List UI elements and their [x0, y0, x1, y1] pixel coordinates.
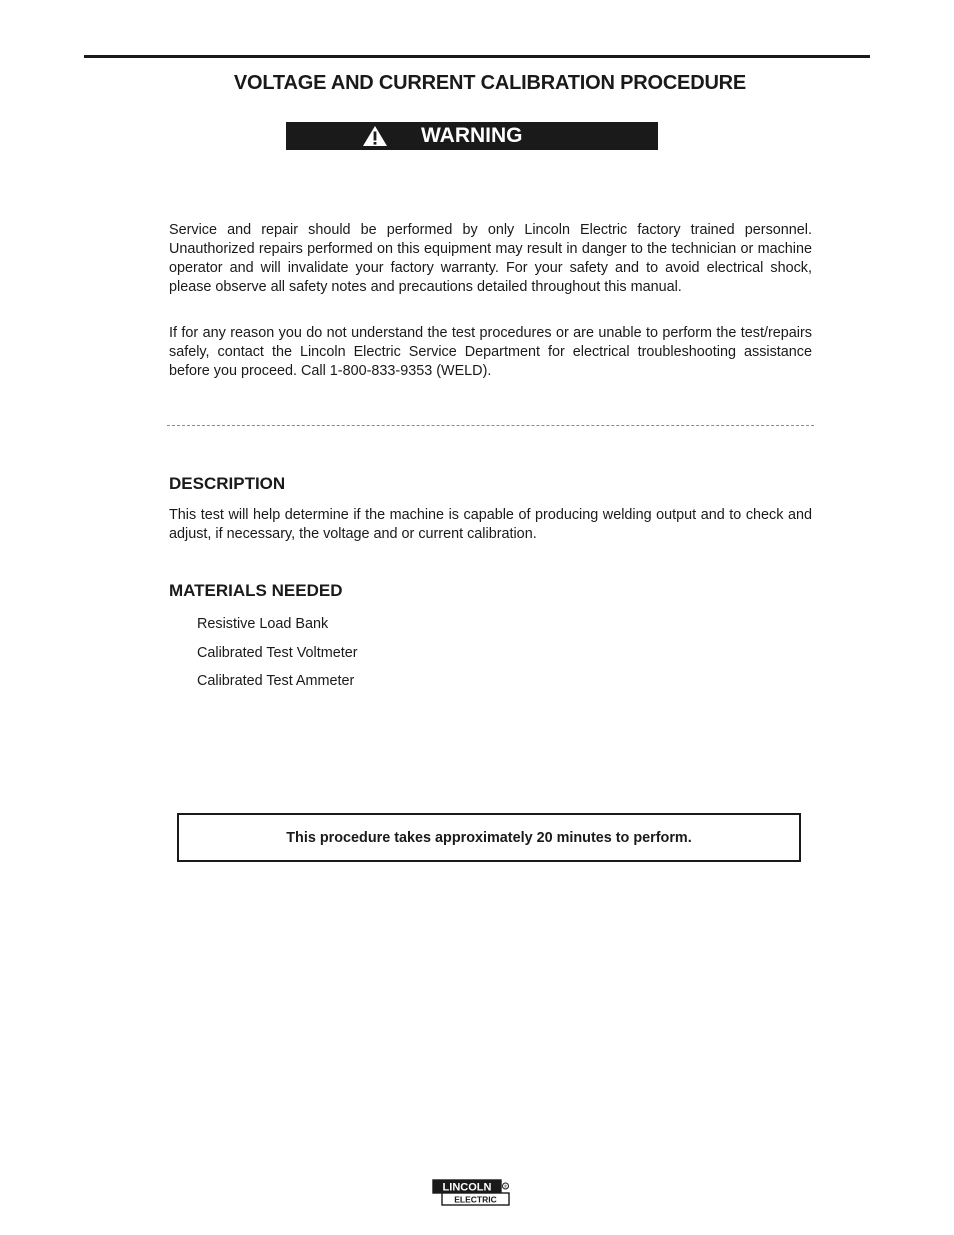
list-item: Resistive Load Bank [197, 616, 329, 632]
top-rule [84, 55, 870, 58]
section-divider [167, 425, 814, 426]
materials-heading: MATERIALS NEEDED [169, 581, 343, 600]
materials-list [197, 615, 358, 701]
svg-text:®: ® [503, 1184, 508, 1189]
list-item: Calibrated Test Voltmeter [197, 644, 358, 661]
svg-text:ELECTRIC: ELECTRIC [454, 1194, 497, 1205]
warning-paragraph-2: If for any reason you do not understand the test procedures or are unable to perform the test/repairs safely, contact the Lincoln Electric Service Department for electrical troubleshooting assistance before you proceed. Call 1-800-833-9353 (WELD). [169, 325, 812, 379]
time-note-text: This procedure takes approximately 20 minutes to perform. [286, 829, 692, 846]
description-text: This test will help determine if the machine is capable of producing welding output and to check and adjust, if necessary, the voltage and or current calibration. [169, 507, 812, 542]
list-item: Calibrated Test Ammeter [197, 673, 355, 689]
warning-banner [286, 122, 658, 150]
svg-text:LINCOLN: LINCOLN [442, 1181, 492, 1194]
warning-triangle-icon [362, 125, 388, 147]
description-heading: DESCRIPTION [169, 474, 286, 493]
lincoln-electric-logo [432, 1178, 512, 1208]
page-title: VOLTAGE AND CURRENT CALIBRATION PROCEDURE [233, 72, 747, 94]
warning-paragraph-1: Service and repair should be performed by only Lincoln Electric factory trained personnel. Unauthorized repairs performed on this equipment may result in danger to the technician or machine operator and will invalidate your factory warranty. For your safety and to avoid electrical shock, please observe all safety notes and precautions detailed throughout this manual. [169, 222, 812, 295]
time-note-box [177, 813, 801, 862]
warning-label: WARNING [421, 124, 523, 147]
